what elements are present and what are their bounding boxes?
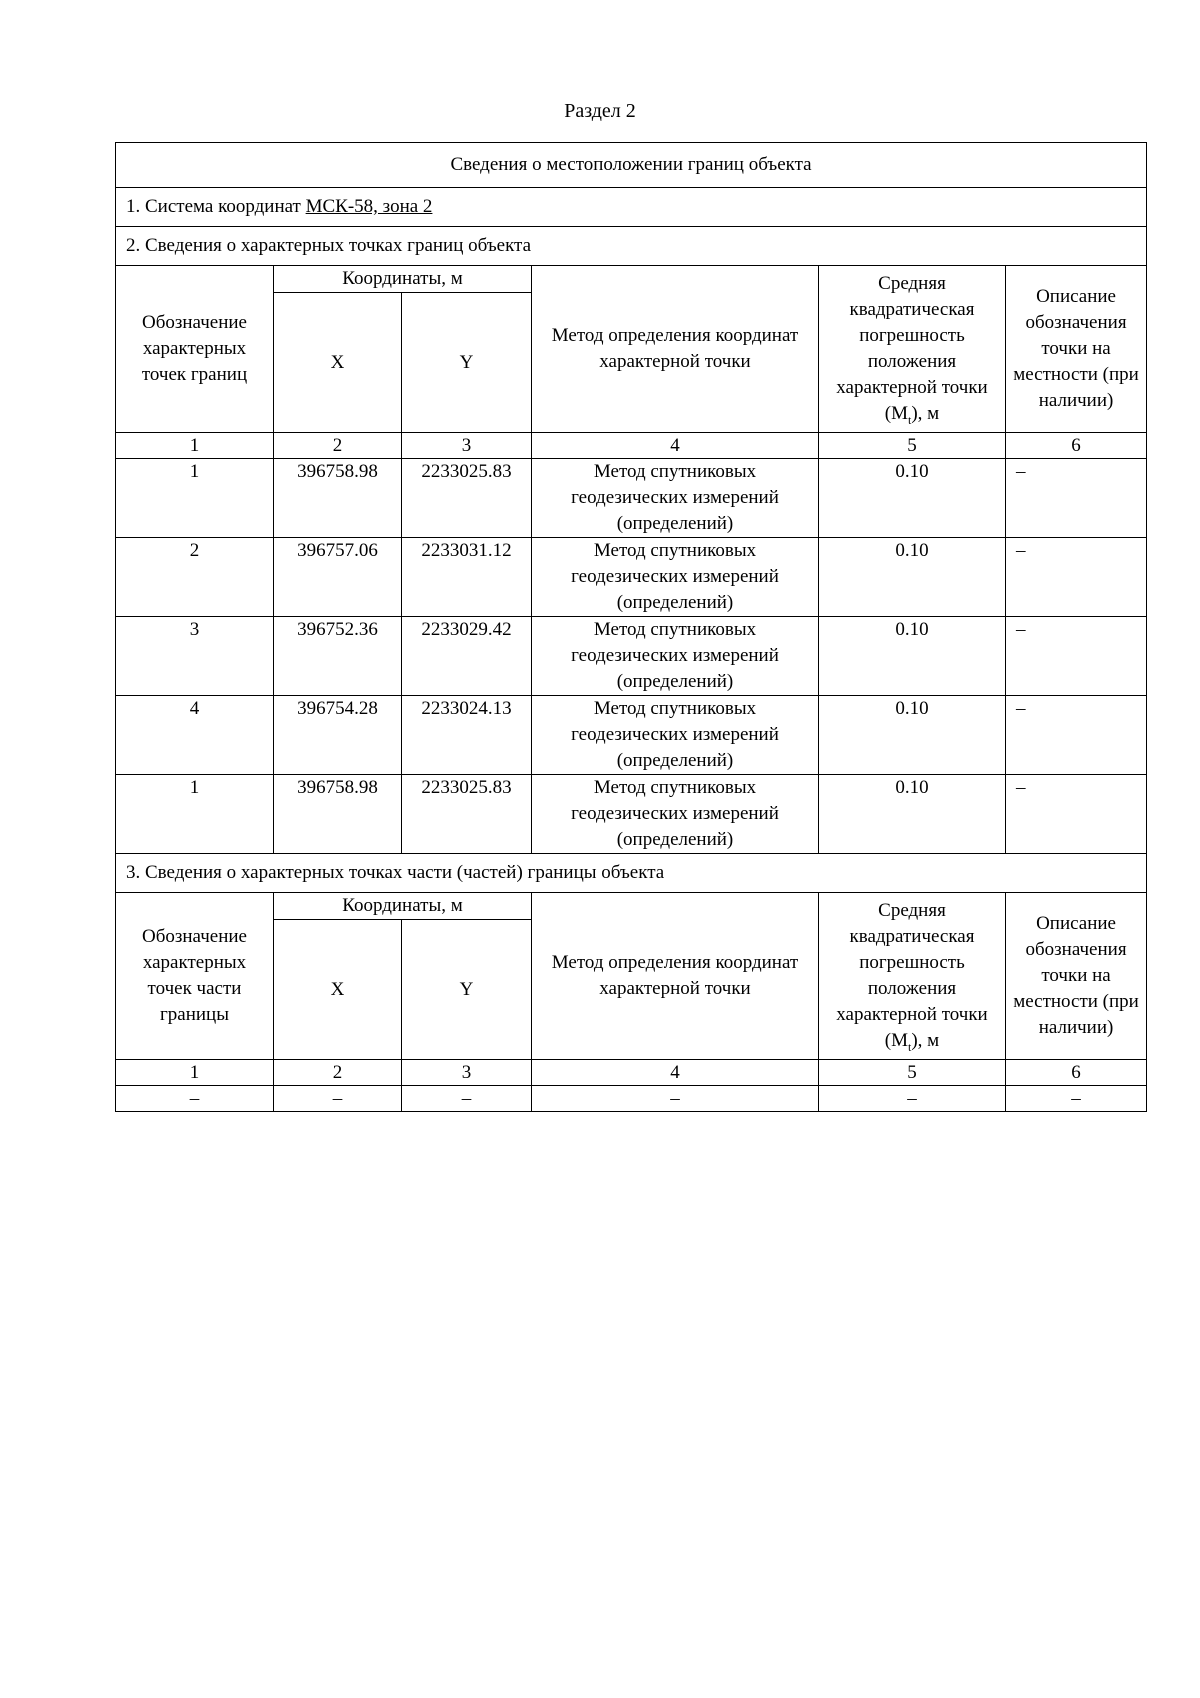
table-row xyxy=(116,538,1147,617)
point-error: 0.10 xyxy=(819,538,1006,617)
table-cell: 3 xyxy=(402,433,532,459)
table-cell: 2 xyxy=(274,433,402,459)
table-row xyxy=(116,775,1147,854)
coordinate-system-value: МСК-58, зона 2 xyxy=(305,196,433,217)
point-y: 2233029.42 xyxy=(402,617,532,696)
coordinate-system-row xyxy=(116,188,1147,227)
table-cell: 1 xyxy=(116,433,274,459)
point-description: – xyxy=(1006,538,1147,617)
point-method: Метод спутниковых геодезических измерений (определений) xyxy=(532,459,819,538)
table-row xyxy=(116,459,1147,538)
table-cell: – xyxy=(1006,1086,1147,1112)
header-y: Y xyxy=(402,920,532,1060)
boundary-table xyxy=(115,142,1147,1112)
table-cell: 6 xyxy=(1006,433,1147,459)
header-method: Метод определения координат характерной точки xyxy=(532,266,819,433)
point-error: 0.10 xyxy=(819,459,1006,538)
point-id: 3 xyxy=(116,617,274,696)
table-cell: – xyxy=(532,1086,819,1112)
point-method: Метод спутниковых геодезических измерений (определений) xyxy=(532,617,819,696)
table-cell: 5 xyxy=(819,433,1006,459)
header-description: Описание обозначения точки на местности (при наличии) xyxy=(1006,266,1147,433)
header-error: Средняя квадратическая погрешность положения характерной точки $(M_t)$, м xyxy=(819,893,1006,1060)
point-description: – xyxy=(1006,775,1147,854)
table-cell: – xyxy=(116,1086,274,1112)
point-error: 0.10 xyxy=(819,617,1006,696)
header-error: Средняя квадратическая погрешность положения характерной точки $(M_t)$, м xyxy=(819,266,1006,433)
header-y: Y xyxy=(402,293,532,433)
column-numbers-row xyxy=(116,1060,1147,1086)
header-description: Описание обозначения точки на местности (при наличии) xyxy=(1006,893,1147,1060)
table-cell: 3 xyxy=(402,1060,532,1086)
header-x: X xyxy=(274,293,402,433)
header-coords: Координаты, м xyxy=(274,266,532,293)
table-row xyxy=(116,617,1147,696)
point-id: 2 xyxy=(116,538,274,617)
table-cell: 1 xyxy=(116,1060,274,1086)
header-points-part: Обозначение характерных точек части границы xyxy=(116,893,274,1060)
point-description: – xyxy=(1006,459,1147,538)
point-id: 4 xyxy=(116,696,274,775)
point-x: 396752.36 xyxy=(274,617,402,696)
point-method: Метод спутниковых геодезических измерений (определений) xyxy=(532,696,819,775)
table-cell: – xyxy=(819,1086,1006,1112)
point-description: – xyxy=(1006,617,1147,696)
coordinate-system-label: 1. Система координат xyxy=(126,196,306,217)
table-cell: 5 xyxy=(819,1060,1006,1086)
table-cell: 6 xyxy=(1006,1060,1147,1086)
table-cell: 4 xyxy=(532,1060,819,1086)
header-method: Метод определения координат характерной точки xyxy=(532,893,819,1060)
point-x: 396758.98 xyxy=(274,459,402,538)
point-method: Метод спутниковых геодезических измерений (определений) xyxy=(532,775,819,854)
point-y: 2233025.83 xyxy=(402,459,532,538)
section3-title: 3. Сведения о характерных точках части (частей) границы объекта xyxy=(116,854,1147,893)
point-y: 2233025.83 xyxy=(402,775,532,854)
point-error: 0.10 xyxy=(819,696,1006,775)
point-error: 0.10 xyxy=(819,775,1006,854)
header-x: X xyxy=(274,920,402,1060)
point-y: 2233024.13 xyxy=(402,696,532,775)
page-title: Раздел 2 xyxy=(564,100,636,122)
point-x: 396754.28 xyxy=(274,696,402,775)
table-caption: Сведения о местоположении границ объекта xyxy=(116,143,1147,188)
point-id: 1 xyxy=(116,459,274,538)
table-cell: – xyxy=(402,1086,532,1112)
table-cell: – xyxy=(274,1086,402,1112)
point-description: – xyxy=(1006,696,1147,775)
point-id: 1 xyxy=(116,775,274,854)
table-cell: 2 xyxy=(274,1060,402,1086)
point-y: 2233031.12 xyxy=(402,538,532,617)
section2-title: 2. Сведения о характерных точках границ объекта xyxy=(116,227,1147,266)
point-method: Метод спутниковых геодезических измерений (определений) xyxy=(532,538,819,617)
point-x: 396758.98 xyxy=(274,775,402,854)
table-cell: 4 xyxy=(532,433,819,459)
point-x: 396757.06 xyxy=(274,538,402,617)
table-row xyxy=(116,696,1147,775)
header-coords: Координаты, м xyxy=(274,893,532,920)
header-points: Обозначение характерных точек границ xyxy=(116,266,274,433)
empty-row xyxy=(116,1086,1147,1112)
column-numbers-row xyxy=(116,433,1147,459)
